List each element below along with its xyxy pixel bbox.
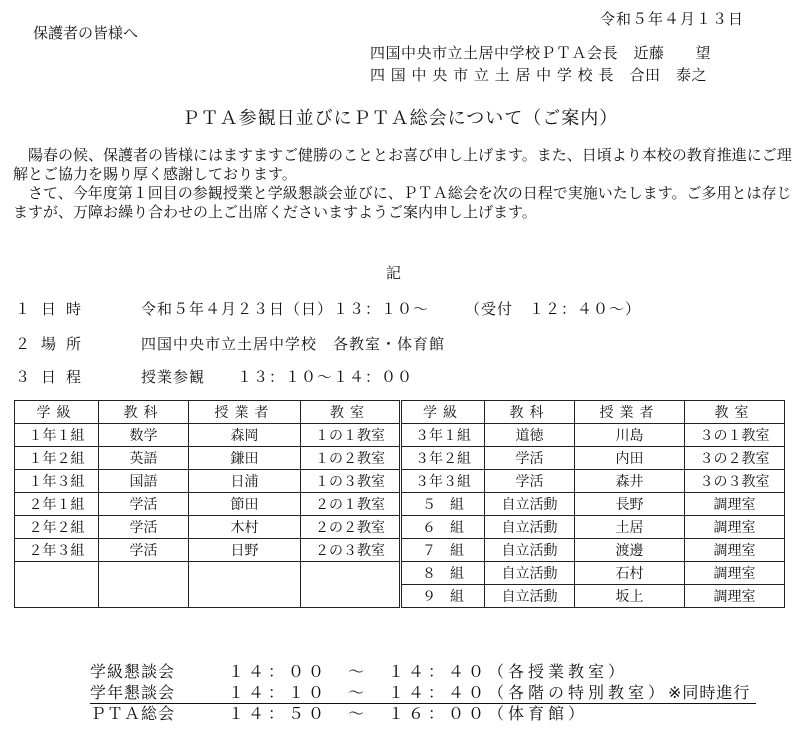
body-paragraph-2: さて、今年度第１回目の参観授業と学級懇談会並びに、ＰＴＡ総会を次の日程で実施いたします。ご多用とは存じますが、万障お繰り合わせの上ご出席くださいますようご案内申し上げます。 <box>13 184 792 221</box>
cell-teacher: 節田 <box>189 493 301 516</box>
cell-room: ２の１教室 <box>301 493 401 516</box>
cell-class: １年１組 <box>15 424 99 447</box>
cell-class: ３年２組 <box>401 447 485 470</box>
header-class: 学級 <box>15 401 99 424</box>
table-row <box>15 424 785 447</box>
cell-room: 調理室 <box>685 562 785 585</box>
cell-subject: 学活 <box>485 447 575 470</box>
meeting-time: １４：００ ～ １４：４０（各授業教室） <box>228 662 629 681</box>
header-class: 学級 <box>401 401 485 424</box>
table-row <box>15 516 785 539</box>
body-paragraph-1: 陽春の候、保護者の皆様にはますますご健勝のこととお喜び申し上げます。また、日頃より本校の教育推進にご理解とご協力を賜り厚く感謝しております。 <box>13 146 792 183</box>
header-room: 教室 <box>685 401 785 424</box>
cell-teacher: 日野 <box>189 539 301 562</box>
ki-heading: 記 <box>386 264 402 282</box>
cell-room: ２の２教室 <box>301 516 401 539</box>
sender-principal: 四 国 中 央 市 立 土 居 中 学 校 長 合田 泰之 <box>370 66 707 84</box>
item-schedule <box>15 366 413 387</box>
cell-subject: 学活 <box>99 493 189 516</box>
cell-subject <box>99 562 189 585</box>
table-row <box>15 585 785 608</box>
cell-subject <box>99 585 189 608</box>
meeting-pta <box>90 701 588 724</box>
cell-class: ３年３組 <box>401 470 485 493</box>
cell-room <box>301 562 401 585</box>
cell-teacher: 森岡 <box>189 424 301 447</box>
cell-subject: 自立活動 <box>485 516 575 539</box>
header-room: 教室 <box>301 401 401 424</box>
cell-teacher: 鎌田 <box>189 447 301 470</box>
cell-subject: 英語 <box>99 447 189 470</box>
cell-teacher: 森井 <box>575 470 685 493</box>
cell-subject: 自立活動 <box>485 493 575 516</box>
table-row <box>15 539 785 562</box>
cell-subject: 学活 <box>99 516 189 539</box>
cell-class: １年２組 <box>15 447 99 470</box>
meeting-class <box>90 659 628 682</box>
header-teacher: 授業者 <box>189 401 301 424</box>
cell-room: ３の１教室 <box>685 424 785 447</box>
item-datetime <box>15 298 641 319</box>
item-place <box>15 333 445 354</box>
item-number: １ <box>15 300 32 318</box>
table-row <box>15 470 785 493</box>
cell-teacher: 木村 <box>189 516 301 539</box>
item-number: ３ <box>15 368 32 386</box>
class-observation-table <box>14 400 785 608</box>
cell-room: １の１教室 <box>301 424 401 447</box>
cell-subject: 学活 <box>99 539 189 562</box>
cell-room: ３の２教室 <box>685 447 785 470</box>
cell-subject: 自立活動 <box>485 562 575 585</box>
cell-teacher <box>189 585 301 608</box>
table-row <box>15 562 785 585</box>
meeting-time: １４：５０ ～ １６：００（体育館） <box>228 704 589 723</box>
cell-teacher: 川島 <box>575 424 685 447</box>
item-extra: （受付 １２：４０～） <box>465 300 642 318</box>
cell-teacher: 坂上 <box>575 585 685 608</box>
header-subject: 教科 <box>485 401 575 424</box>
cell-room: 調理室 <box>685 493 785 516</box>
item-text: 授業参観 １３：１０～１４：００ <box>141 368 414 386</box>
cell-room: ３の３教室 <box>685 470 785 493</box>
cell-subject: 国語 <box>99 470 189 493</box>
cell-room: ２の３教室 <box>301 539 401 562</box>
cell-class <box>15 585 99 608</box>
cell-class <box>15 562 99 585</box>
header-teacher: 授業者 <box>575 401 685 424</box>
cell-room: 調理室 <box>685 516 785 539</box>
document-title: ＰＴＡ参観日並びにＰＴＡ総会について（ご案内） <box>181 108 619 129</box>
cell-teacher: 内田 <box>575 447 685 470</box>
item-label: 場所 <box>41 335 92 353</box>
item-label: 日時 <box>41 300 92 318</box>
cell-subject: 自立活動 <box>485 585 575 608</box>
header-subject: 教科 <box>99 401 189 424</box>
meeting-name: ＰＴＡ総会 <box>90 704 176 723</box>
cell-room: １の３教室 <box>301 470 401 493</box>
item-text: 四国中央市立土居中学校 各教室・体育館 <box>141 335 446 353</box>
cell-room: １の２教室 <box>301 447 401 470</box>
addressee: 保護者の皆様へ <box>33 24 139 42</box>
cell-class: ９ 組 <box>401 585 485 608</box>
cell-room <box>301 585 401 608</box>
cell-class: ５ 組 <box>401 493 485 516</box>
cell-teacher: 石村 <box>575 562 685 585</box>
cell-subject: 数学 <box>99 424 189 447</box>
cell-teacher: 土居 <box>575 516 685 539</box>
cell-class: １年３組 <box>15 470 99 493</box>
cell-room: 調理室 <box>685 585 785 608</box>
letter-date: 令和５年４月１３日 <box>600 10 745 28</box>
cell-class: ８ 組 <box>401 562 485 585</box>
cell-subject: 道徳 <box>485 424 575 447</box>
cell-class: ３年１組 <box>401 424 485 447</box>
cell-teacher: 長野 <box>575 493 685 516</box>
item-number: ２ <box>15 335 32 353</box>
cell-subject: 学活 <box>485 470 575 493</box>
meeting-time: １４：１０ ～ １４：４０（各階の特別教室） <box>228 683 669 702</box>
cell-subject: 自立活動 <box>485 539 575 562</box>
letter-body <box>13 146 793 222</box>
meeting-name: 学級懇談会 <box>90 662 176 681</box>
cell-class: ２年１組 <box>15 493 99 516</box>
meeting-name: 学年懇談会 <box>90 683 176 702</box>
meeting-note: ※同時進行 <box>668 683 751 702</box>
table-row <box>15 493 785 516</box>
cell-room: 調理室 <box>685 539 785 562</box>
sender-pta-president: 四国中央市立土居中学校ＰＴＡ会長 近藤 望 <box>370 44 712 62</box>
table-row <box>15 447 785 470</box>
cell-class: ２年３組 <box>15 539 99 562</box>
cell-class: ６ 組 <box>401 516 485 539</box>
cell-teacher: 渡邊 <box>575 539 685 562</box>
cell-teacher: 日浦 <box>189 470 301 493</box>
cell-class: ２年２組 <box>15 516 99 539</box>
table-header-row <box>15 401 785 424</box>
cell-class: ７ 組 <box>401 539 485 562</box>
cell-teacher <box>189 562 301 585</box>
item-text: 令和５年４月２３日（日）１３：１０～ <box>141 300 430 318</box>
item-label: 日程 <box>41 368 92 386</box>
